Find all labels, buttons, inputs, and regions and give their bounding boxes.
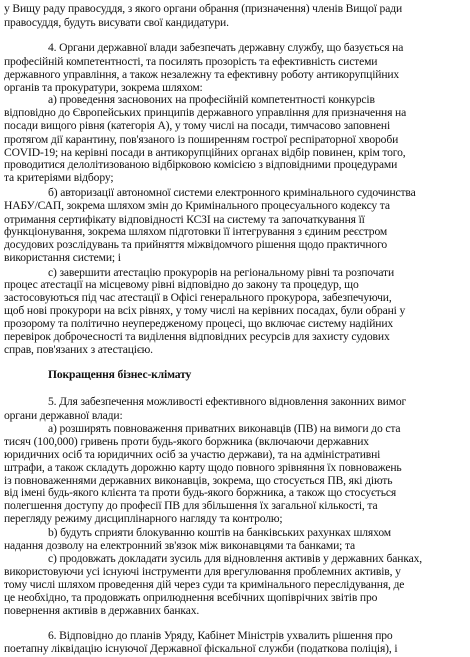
item-b-line: b) будуть сприяти блокуванню коштів на банківських рахунках шляхом xyxy=(48,525,391,539)
text-line: справ, пов'язаних з атестацією. xyxy=(4,342,153,356)
text-line: функціонування, зокрема шляхом підготовки її інтегрування з єдиним реєстром xyxy=(4,225,388,239)
text-line: COVID-19; на керівні посади в антикорупційних органах відбір повинен, крім того, xyxy=(4,145,406,159)
text-line: щоб нові прокурори на всіх рівнях, у тому числі на керівних посадах, були обрані у xyxy=(4,304,406,318)
text-line: відповідно до Європейських принципів державного управління для призначення на xyxy=(4,106,407,120)
item-b-line: б) авторизації автономної системи електронного кримінального судочинства xyxy=(48,185,416,199)
item-c-line: с) завершити атестацію прокурорів на регіональному рівні та розпочати xyxy=(48,265,395,279)
text-line: із повноваженнями державних виконавців, зокрема, що стосується ПВ, які діють xyxy=(4,473,393,487)
text-line: протягом дії карантину, пов'язаного із поширенням гострої респіраторної хвороби xyxy=(4,132,399,146)
text-line: прозорому та політично неупередженому процесі, що включає систему надійних xyxy=(4,316,394,330)
paragraph-4-line: 4. Органи державної влади забезпечать державну службу, що базується на xyxy=(48,41,404,55)
text-line: професійній компетентності, та посилять прозорість та ефективність системи xyxy=(4,55,378,68)
text-line: поетапну ліквідацію існуючої Державної фіскальної служби (податкова поліція), і xyxy=(4,642,398,655)
text-line: досудових розслідувань та прийняття міжвідомчого рішення щодо практичного xyxy=(4,238,388,252)
text-line: тому числі шляхом проведення дій через суди та кримінального переслідування, де xyxy=(4,577,405,591)
text-line: у Вищу раду правосуддя, з якого органи обрання (призначення) членів Вищої ради xyxy=(4,1,402,15)
text-line: перевірок доброчесності та виділення відповідних ресурсів для захисту судових xyxy=(4,329,390,343)
text-line: НАБУ/САП, зокрема шляхом змін до Кримінального процесуального кодексу та xyxy=(4,198,390,212)
text-line: правосуддя, будуть висувати свої кандидатури. xyxy=(4,15,229,29)
text-line: штрафи, а також складуть дорожню карту щодо повного зрівняння їх повноважень xyxy=(4,460,402,474)
text-line: отримання сертифікату відповідності КСЗІ на систему та започаткування її xyxy=(4,212,365,226)
text-line: органи державної влади: xyxy=(4,408,123,422)
text-line: полегшення доступу до професії ПВ для збільшення їх загальної кількості, та xyxy=(4,499,378,513)
text-line: процес атестації на місцевому рівні відповідно до закону та процедур, що xyxy=(4,278,359,292)
item-a-line: а) розширять повноваження приватних виконавців (ПВ) на вимоги до ста xyxy=(48,422,401,436)
text-line: це необхідно, та продовжать оприлюднення всебічних щопіврічних звітів про xyxy=(4,590,378,604)
text-line: від імені будь-якого клієнта та проти будь-якого боржника, а також що стосується xyxy=(4,486,397,500)
text-line: застосовуються під час атестації в Офісі генерального прокурора, забезпечуючи, xyxy=(4,291,392,305)
text-line: повернення активів в державних банках. xyxy=(4,603,200,617)
text-line: посади вищого рівня (категорія А), у тому числі на посади, тимчасово заповнені xyxy=(4,119,391,133)
item-a-line: а) проведення засновоних на професійній компетентності конкурсів xyxy=(48,93,375,107)
text-line: використання системи; і xyxy=(4,250,121,264)
text-line: органів та прокуратури, зокрема шляхом: xyxy=(4,80,203,94)
text-line: та критеріями відбору; xyxy=(4,171,114,185)
paragraph-6-line: 6. Відповідно до планів Уряду, Кабінет Міністрів ухвалить рішення про xyxy=(48,629,393,643)
text-line: державного управління, а також незалежну та ефективну роботу антикорупційних xyxy=(4,67,400,81)
text-line: надання дозволу на електронний зв'язок між виконавцями та банками; та xyxy=(4,538,356,552)
item-c-line: c) продовжать докладати зусиль для відновлення активів у державних банках, xyxy=(48,552,423,566)
text-line: юридичних осіб та юридичних осіб за участю держави), та на адміністративні xyxy=(4,447,381,461)
text-line: тисяч (100,000) гривень проти будь-якого боржника (включаючи державних xyxy=(4,435,369,448)
text-line: використовуючи усі існуючі інструменти для врегулювання проблемних активів, у xyxy=(4,565,401,579)
section-heading: Покращення бізнес-клімату xyxy=(48,368,192,382)
text-line: перегляду режиму дисциплінарного нагляду та контролю; xyxy=(4,512,283,525)
paragraph-5-line: 5. Для забезпечення можливості ефективного відновлення законних вимог xyxy=(48,394,407,408)
text-line: проводитися делолітизованою відбірковою комісією з відповідними процедурами xyxy=(4,158,398,172)
